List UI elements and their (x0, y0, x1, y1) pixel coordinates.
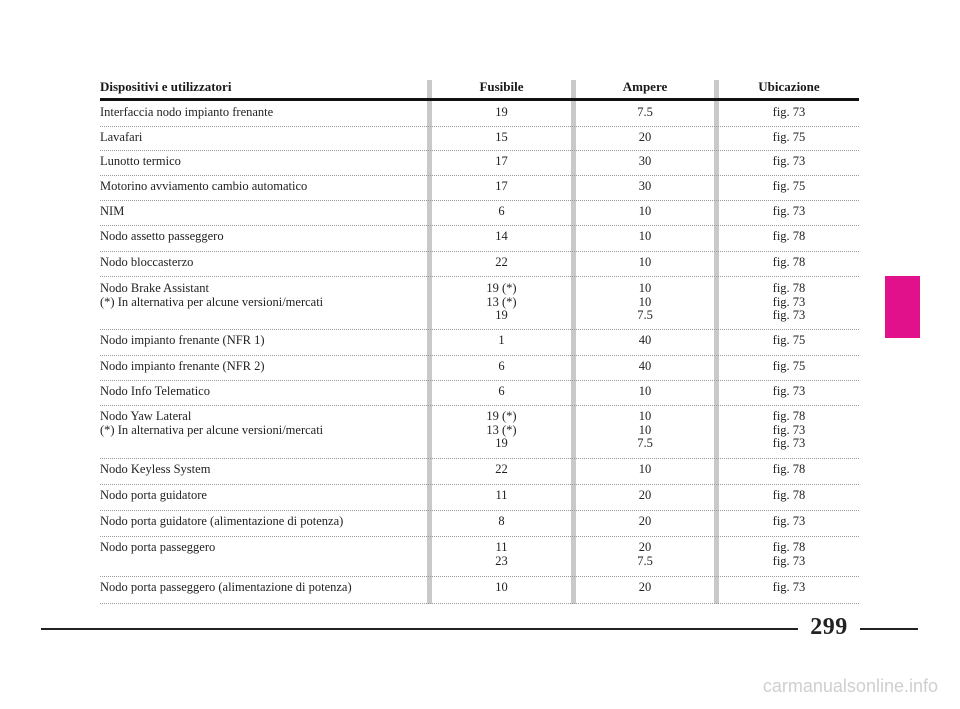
cell-ampere: 30 (638, 154, 652, 168)
table-row (100, 205, 859, 226)
cell-fuse: 17 (495, 154, 508, 168)
cell-device: Nodo porta guidatore (alimentazione di potenza) (100, 514, 344, 528)
cell-fuse: 17 (495, 179, 508, 193)
cell-device: Motorino avviamento cambio automatico (100, 179, 308, 193)
table-row (100, 334, 859, 356)
watermark: carmanualsonline.info (762, 676, 938, 696)
table-row (100, 256, 859, 277)
cell-device: Lavafari (100, 130, 143, 144)
cell-ampere: 10 (638, 229, 652, 243)
header-fuse: Fusibile (479, 79, 524, 94)
cell-ampere: 20 (638, 580, 652, 594)
cell-ampere: 10 (638, 462, 652, 476)
cell-location: fig. 78 (772, 462, 806, 476)
cell-fuse: 19 (*) 13 (*) 19 (486, 281, 517, 322)
cell-fuse: 22 (495, 462, 508, 476)
cell-location: fig. 75 (772, 179, 806, 193)
cell-fuse: 1 (498, 333, 505, 347)
cell-fuse: 10 (495, 580, 508, 594)
table-row (100, 385, 859, 406)
cell-ampere: 20 (638, 488, 652, 502)
cell-device: Nodo Yaw Lateral (*) In alternativa per alcune versioni/mercati (100, 409, 324, 437)
cell-location: fig. 78 fig. 73 fig. 73 (772, 281, 806, 322)
cell-fuse: 6 (498, 204, 505, 218)
cell-fuse: 19 (495, 105, 508, 119)
cell-location: fig. 78 (772, 255, 806, 269)
cell-ampere: 10 (638, 384, 652, 398)
cell-ampere: 7.5 (637, 105, 653, 119)
cell-ampere: 10 10 7.5 (637, 281, 653, 322)
table-row (100, 155, 859, 176)
cell-location: fig. 73 (772, 580, 806, 594)
header-ampere: Ampere (622, 79, 668, 94)
cell-device: Nodo impianto frenante (NFR 1) (100, 333, 265, 347)
footer-rule-right (860, 628, 918, 630)
cell-ampere: 10 (638, 255, 652, 269)
cell-fuse: 8 (498, 514, 505, 528)
footer-rule-left (41, 628, 798, 630)
cell-fuse: 6 (498, 359, 505, 373)
cell-fuse: 15 (495, 130, 508, 144)
cell-device: Interfaccia nodo impianto frenante (100, 105, 274, 119)
cell-device: Lunotto termico (100, 154, 181, 168)
table-row (100, 282, 859, 330)
cell-location: fig. 75 (772, 333, 806, 347)
cell-device: Nodo Brake Assistant (*) In alternativa per alcune versioni/mercati (100, 281, 324, 309)
cell-location: fig. 78 (772, 229, 806, 243)
section-tab (885, 276, 920, 338)
table-row (100, 360, 859, 381)
table-row (100, 581, 859, 604)
table-row (100, 489, 859, 511)
cell-location: fig. 73 (772, 105, 806, 119)
table-row (100, 463, 859, 485)
cell-ampere: 20 7.5 (637, 540, 653, 568)
cell-fuse: 14 (495, 229, 508, 243)
cell-fuse: 11 (495, 488, 508, 502)
cell-ampere: 20 (638, 130, 652, 144)
cell-device: Nodo assetto passeggero (100, 229, 224, 243)
cell-device: NIM (100, 204, 125, 218)
table-row (100, 230, 859, 252)
header-devices: Dispositivi e utilizzatori (100, 79, 232, 94)
cell-fuse: 6 (498, 384, 505, 398)
table-row (100, 410, 859, 459)
table-row (100, 180, 859, 201)
cell-location: fig. 73 (772, 514, 806, 528)
cell-device: Nodo Info Telematico (100, 384, 210, 398)
cell-ampere: 40 (638, 333, 652, 347)
cell-fuse: 22 (495, 255, 508, 269)
table-row (100, 131, 859, 151)
header-location: Ubicazione (758, 79, 820, 94)
cell-ampere: 10 10 7.5 (637, 409, 653, 450)
cell-location: fig. 78 fig. 73 (772, 540, 806, 568)
header-rule (100, 98, 859, 101)
cell-fuse: 19 (*) 13 (*) 19 (486, 409, 517, 450)
cell-device: Nodo bloccasterzo (100, 255, 194, 269)
cell-location: fig. 73 (772, 154, 806, 168)
page-number: 299 (810, 614, 848, 640)
cell-device: Nodo porta guidatore (100, 488, 207, 502)
table-row (100, 541, 859, 577)
cell-location: fig. 78 (772, 488, 806, 502)
cell-location: fig. 73 (772, 204, 806, 218)
cell-ampere: 40 (638, 359, 652, 373)
cell-location: fig. 75 (772, 130, 806, 144)
cell-fuse: 11 23 (495, 540, 508, 568)
cell-device: Nodo Keyless System (100, 462, 211, 476)
cell-location: fig. 75 (772, 359, 806, 373)
table-row (100, 515, 859, 537)
cell-ampere: 20 (638, 514, 652, 528)
cell-location: fig. 78 fig. 73 fig. 73 (772, 409, 806, 450)
cell-ampere: 10 (638, 204, 652, 218)
table-row (100, 106, 859, 127)
cell-ampere: 30 (638, 179, 652, 193)
cell-location: fig. 73 (772, 384, 806, 398)
cell-device: Nodo porta passeggero (100, 540, 216, 554)
cell-device: Nodo impianto frenante (NFR 2) (100, 359, 265, 373)
cell-device: Nodo porta passeggero (alimentazione di potenza) (100, 580, 352, 594)
